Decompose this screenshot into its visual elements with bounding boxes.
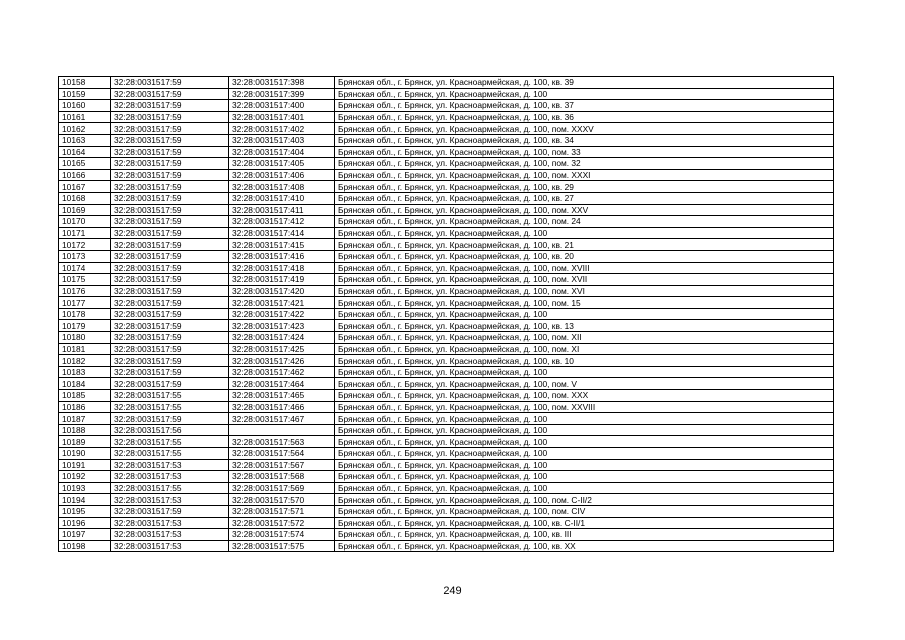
table-row bbox=[59, 262, 834, 274]
address-cell: Брянская обл., г. Брянск, ул. Красноармейская, д. 100, кв. 34 bbox=[335, 134, 834, 146]
row-number-cell: 10177 bbox=[59, 297, 111, 309]
address-cell: Брянская обл., г. Брянск, ул. Красноармейская, д. 100, пом. XXVIII bbox=[335, 401, 834, 413]
table-row bbox=[59, 471, 834, 483]
block-cadastral-cell: 32:28:0031517:59 bbox=[111, 505, 229, 517]
object-cadastral-cell: 32:28:0031517:410 bbox=[229, 192, 335, 204]
address-cell: Брянская обл., г. Брянск, ул. Красноармейская, д. 100, кв. 21 bbox=[335, 239, 834, 251]
object-cadastral-cell: 32:28:0031517:421 bbox=[229, 297, 335, 309]
row-number-cell: 10195 bbox=[59, 505, 111, 517]
row-number-cell: 10176 bbox=[59, 285, 111, 297]
object-cadastral-cell: 32:28:0031517:465 bbox=[229, 390, 335, 402]
table-row bbox=[59, 77, 834, 89]
row-number-cell: 10174 bbox=[59, 262, 111, 274]
table-row bbox=[59, 274, 834, 286]
object-cadastral-cell: 32:28:0031517:415 bbox=[229, 239, 335, 251]
object-cadastral-cell: 32:28:0031517:424 bbox=[229, 332, 335, 344]
row-number-cell: 10189 bbox=[59, 436, 111, 448]
row-number-cell: 10168 bbox=[59, 192, 111, 204]
address-cell: Брянская обл., г. Брянск, ул. Красноармейская, д. 100 bbox=[335, 227, 834, 239]
row-number-cell: 10180 bbox=[59, 332, 111, 344]
address-cell: Брянская обл., г. Брянск, ул. Красноармейская, д. 100, кв. 36 bbox=[335, 111, 834, 123]
block-cadastral-cell: 32:28:0031517:59 bbox=[111, 111, 229, 123]
object-cadastral-cell: 32:28:0031517:399 bbox=[229, 88, 335, 100]
row-number-cell: 10159 bbox=[59, 88, 111, 100]
object-cadastral-cell: 32:28:0031517:423 bbox=[229, 320, 335, 332]
row-number-cell: 10170 bbox=[59, 216, 111, 228]
row-number-cell: 10192 bbox=[59, 471, 111, 483]
address-cell: Брянская обл., г. Брянск, ул. Красноармейская, д. 100, кв. 10 bbox=[335, 355, 834, 367]
row-number-cell: 10171 bbox=[59, 227, 111, 239]
address-cell: Брянская обл., г. Брянск, ул. Красноармейская, д. 100, пом. 32 bbox=[335, 158, 834, 170]
address-cell: Брянская обл., г. Брянск, ул. Красноармейская, д. 100, кв. 20 bbox=[335, 250, 834, 262]
block-cadastral-cell: 32:28:0031517:59 bbox=[111, 169, 229, 181]
address-cell: Брянская обл., г. Брянск, ул. Красноармейская, д. 100, кв. III bbox=[335, 529, 834, 541]
object-cadastral-cell: 32:28:0031517:402 bbox=[229, 123, 335, 135]
table-row bbox=[59, 355, 834, 367]
table-row bbox=[59, 250, 834, 262]
object-cadastral-cell: 32:28:0031517:574 bbox=[229, 529, 335, 541]
block-cadastral-cell: 32:28:0031517:59 bbox=[111, 227, 229, 239]
address-cell: Брянская обл., г. Брянск, ул. Красноармейская, д. 100, пом. XII bbox=[335, 332, 834, 344]
address-cell: Брянская обл., г. Брянск, ул. Красноармейская, д. 100 bbox=[335, 424, 834, 436]
block-cadastral-cell: 32:28:0031517:59 bbox=[111, 239, 229, 251]
table-row bbox=[59, 285, 834, 297]
row-number-cell: 10193 bbox=[59, 482, 111, 494]
address-cell: Брянская обл., г. Брянск, ул. Красноармейская, д. 100, пом. 15 bbox=[335, 297, 834, 309]
object-cadastral-cell: 32:28:0031517:418 bbox=[229, 262, 335, 274]
object-cadastral-cell: 32:28:0031517:466 bbox=[229, 401, 335, 413]
address-cell: Брянская обл., г. Брянск, ул. Красноармейская, д. 100, пом. XXX bbox=[335, 390, 834, 402]
address-cell: Брянская обл., г. Брянск, ул. Красноармейская, д. 100, кв. 27 bbox=[335, 192, 834, 204]
table-row bbox=[59, 297, 834, 309]
table-row bbox=[59, 343, 834, 355]
address-cell: Брянская обл., г. Брянск, ул. Красноармейская, д. 100, пом. XXXI bbox=[335, 169, 834, 181]
object-cadastral-cell: 32:28:0031517:567 bbox=[229, 459, 335, 471]
block-cadastral-cell: 32:28:0031517:59 bbox=[111, 366, 229, 378]
address-cell: Брянская обл., г. Брянск, ул. Красноармейская, д. 100, пом. V bbox=[335, 378, 834, 390]
table-row bbox=[59, 332, 834, 344]
table-row bbox=[59, 505, 834, 517]
row-number-cell: 10172 bbox=[59, 239, 111, 251]
address-cell: Брянская обл., г. Брянск, ул. Красноармейская, д. 100, пом. 24 bbox=[335, 216, 834, 228]
address-cell: Брянская обл., г. Брянск, ул. Красноармейская, д. 100, пом. XVI bbox=[335, 285, 834, 297]
table-row bbox=[59, 204, 834, 216]
object-cadastral-cell: 32:28:0031517:575 bbox=[229, 540, 335, 552]
object-cadastral-cell: 32:28:0031517:568 bbox=[229, 471, 335, 483]
row-number-cell: 10182 bbox=[59, 355, 111, 367]
row-number-cell: 10162 bbox=[59, 123, 111, 135]
address-cell: Брянская обл., г. Брянск, ул. Красноармейская, д. 100 bbox=[335, 366, 834, 378]
row-number-cell: 10188 bbox=[59, 424, 111, 436]
block-cadastral-cell: 32:28:0031517:59 bbox=[111, 100, 229, 112]
table-row bbox=[59, 308, 834, 320]
block-cadastral-cell: 32:28:0031517:53 bbox=[111, 459, 229, 471]
table-row bbox=[59, 88, 834, 100]
object-cadastral-cell: 32:28:0031517:403 bbox=[229, 134, 335, 146]
table-row bbox=[59, 192, 834, 204]
table-row bbox=[59, 366, 834, 378]
row-number-cell: 10158 bbox=[59, 77, 111, 89]
address-cell: Брянская обл., г. Брянск, ул. Красноармейская, д. 100 bbox=[335, 413, 834, 425]
block-cadastral-cell: 32:28:0031517:59 bbox=[111, 250, 229, 262]
row-number-cell: 10165 bbox=[59, 158, 111, 170]
table-row bbox=[59, 401, 834, 413]
address-cell: Брянская обл., г. Брянск, ул. Красноармейская, д. 100 bbox=[335, 436, 834, 448]
object-cadastral-cell: 32:28:0031517:404 bbox=[229, 146, 335, 158]
object-cadastral-cell bbox=[229, 424, 335, 436]
address-cell: Брянская обл., г. Брянск, ул. Красноармейская, д. 100, пом. 33 bbox=[335, 146, 834, 158]
address-cell: Брянская обл., г. Брянск, ул. Красноармейская, д. 100, пом. XVII bbox=[335, 274, 834, 286]
block-cadastral-cell: 32:28:0031517:53 bbox=[111, 529, 229, 541]
block-cadastral-cell: 32:28:0031517:59 bbox=[111, 204, 229, 216]
object-cadastral-cell: 32:28:0031517:425 bbox=[229, 343, 335, 355]
block-cadastral-cell: 32:28:0031517:59 bbox=[111, 355, 229, 367]
block-cadastral-cell: 32:28:0031517:59 bbox=[111, 216, 229, 228]
block-cadastral-cell: 32:28:0031517:59 bbox=[111, 77, 229, 89]
table-row bbox=[59, 529, 834, 541]
table-row bbox=[59, 134, 834, 146]
row-number-cell: 10194 bbox=[59, 494, 111, 506]
block-cadastral-cell: 32:28:0031517:59 bbox=[111, 146, 229, 158]
row-number-cell: 10173 bbox=[59, 250, 111, 262]
row-number-cell: 10196 bbox=[59, 517, 111, 529]
table-row bbox=[59, 100, 834, 112]
row-number-cell: 10167 bbox=[59, 181, 111, 193]
table-row bbox=[59, 540, 834, 552]
table-row bbox=[59, 436, 834, 448]
object-cadastral-cell: 32:28:0031517:467 bbox=[229, 413, 335, 425]
address-cell: Брянская обл., г. Брянск, ул. Красноармейская, д. 100, пом. XI bbox=[335, 343, 834, 355]
row-number-cell: 10197 bbox=[59, 529, 111, 541]
address-cell: Брянская обл., г. Брянск, ул. Красноармейская, д. 100, кв. 13 bbox=[335, 320, 834, 332]
table-row bbox=[59, 216, 834, 228]
block-cadastral-cell: 32:28:0031517:55 bbox=[111, 448, 229, 460]
object-cadastral-cell: 32:28:0031517:400 bbox=[229, 100, 335, 112]
page-number: 249 bbox=[443, 585, 462, 597]
block-cadastral-cell: 32:28:0031517:55 bbox=[111, 436, 229, 448]
address-cell: Брянская обл., г. Брянск, ул. Красноармейская, д. 100, пом. XXV bbox=[335, 204, 834, 216]
block-cadastral-cell: 32:28:0031517:59 bbox=[111, 123, 229, 135]
table-row bbox=[59, 158, 834, 170]
object-cadastral-cell: 32:28:0031517:405 bbox=[229, 158, 335, 170]
table-row bbox=[59, 239, 834, 251]
block-cadastral-cell: 32:28:0031517:59 bbox=[111, 192, 229, 204]
row-number-cell: 10160 bbox=[59, 100, 111, 112]
address-cell: Брянская обл., г. Брянск, ул. Красноармейская, д. 100 bbox=[335, 471, 834, 483]
table-row bbox=[59, 459, 834, 471]
address-cell: Брянская обл., г. Брянск, ул. Красноармейская, д. 100, пом. XXXV bbox=[335, 123, 834, 135]
block-cadastral-cell: 32:28:0031517:59 bbox=[111, 158, 229, 170]
object-cadastral-cell: 32:28:0031517:572 bbox=[229, 517, 335, 529]
table-row bbox=[59, 494, 834, 506]
block-cadastral-cell: 32:28:0031517:59 bbox=[111, 88, 229, 100]
block-cadastral-cell: 32:28:0031517:59 bbox=[111, 285, 229, 297]
property-table bbox=[58, 76, 834, 552]
table-row bbox=[59, 181, 834, 193]
block-cadastral-cell: 32:28:0031517:59 bbox=[111, 134, 229, 146]
object-cadastral-cell: 32:28:0031517:422 bbox=[229, 308, 335, 320]
block-cadastral-cell: 32:28:0031517:59 bbox=[111, 274, 229, 286]
address-cell: Брянская обл., г. Брянск, ул. Красноармейская, д. 100, пом. CIV bbox=[335, 505, 834, 517]
block-cadastral-cell: 32:28:0031517:55 bbox=[111, 390, 229, 402]
table-row bbox=[59, 169, 834, 181]
address-cell: Брянская обл., г. Брянск, ул. Красноармейская, д. 100, кв. C-II/1 bbox=[335, 517, 834, 529]
object-cadastral-cell: 32:28:0031517:464 bbox=[229, 378, 335, 390]
block-cadastral-cell: 32:28:0031517:53 bbox=[111, 540, 229, 552]
property-table-body bbox=[59, 77, 834, 552]
object-cadastral-cell: 32:28:0031517:564 bbox=[229, 448, 335, 460]
row-number-cell: 10166 bbox=[59, 169, 111, 181]
address-cell: Брянская обл., г. Брянск, ул. Красноармейская, д. 100, пом. C-II/2 bbox=[335, 494, 834, 506]
row-number-cell: 10169 bbox=[59, 204, 111, 216]
table-row bbox=[59, 448, 834, 460]
block-cadastral-cell: 32:28:0031517:59 bbox=[111, 320, 229, 332]
object-cadastral-cell: 32:28:0031517:416 bbox=[229, 250, 335, 262]
address-cell: Брянская обл., г. Брянск, ул. Красноармейская, д. 100 bbox=[335, 88, 834, 100]
object-cadastral-cell: 32:28:0031517:462 bbox=[229, 366, 335, 378]
row-number-cell: 10163 bbox=[59, 134, 111, 146]
table-row bbox=[59, 390, 834, 402]
address-cell: Брянская обл., г. Брянск, ул. Красноармейская, д. 100 bbox=[335, 459, 834, 471]
table-row bbox=[59, 123, 834, 135]
row-number-cell: 10183 bbox=[59, 366, 111, 378]
address-cell: Брянская обл., г. Брянск, ул. Красноармейская, д. 100 bbox=[335, 448, 834, 460]
address-cell: Брянская обл., г. Брянск, ул. Красноармейская, д. 100, кв. 29 bbox=[335, 181, 834, 193]
object-cadastral-cell: 32:28:0031517:406 bbox=[229, 169, 335, 181]
object-cadastral-cell: 32:28:0031517:411 bbox=[229, 204, 335, 216]
address-cell: Брянская обл., г. Брянск, ул. Красноармейская, д. 100 bbox=[335, 482, 834, 494]
row-number-cell: 10178 bbox=[59, 308, 111, 320]
object-cadastral-cell: 32:28:0031517:408 bbox=[229, 181, 335, 193]
address-cell: Брянская обл., г. Брянск, ул. Красноармейская, д. 100, кв. 39 bbox=[335, 77, 834, 89]
object-cadastral-cell: 32:28:0031517:571 bbox=[229, 505, 335, 517]
table-row bbox=[59, 111, 834, 123]
object-cadastral-cell: 32:28:0031517:563 bbox=[229, 436, 335, 448]
row-number-cell: 10164 bbox=[59, 146, 111, 158]
address-cell: Брянская обл., г. Брянск, ул. Красноармейская, д. 100, пом. XVIII bbox=[335, 262, 834, 274]
object-cadastral-cell: 32:28:0031517:420 bbox=[229, 285, 335, 297]
block-cadastral-cell: 32:28:0031517:59 bbox=[111, 413, 229, 425]
row-number-cell: 10185 bbox=[59, 390, 111, 402]
address-cell: Брянская обл., г. Брянск, ул. Красноармейская, д. 100 bbox=[335, 308, 834, 320]
table-row bbox=[59, 424, 834, 436]
address-cell: Брянская обл., г. Брянск, ул. Красноармейская, д. 100, кв. 37 bbox=[335, 100, 834, 112]
block-cadastral-cell: 32:28:0031517:59 bbox=[111, 343, 229, 355]
block-cadastral-cell: 32:28:0031517:59 bbox=[111, 262, 229, 274]
table-row bbox=[59, 378, 834, 390]
table-row bbox=[59, 227, 834, 239]
address-cell: Брянская обл., г. Брянск, ул. Красноармейская, д. 100, кв. XX bbox=[335, 540, 834, 552]
block-cadastral-cell: 32:28:0031517:59 bbox=[111, 332, 229, 344]
table-row bbox=[59, 482, 834, 494]
object-cadastral-cell: 32:28:0031517:398 bbox=[229, 77, 335, 89]
block-cadastral-cell: 32:28:0031517:59 bbox=[111, 297, 229, 309]
table-row bbox=[59, 413, 834, 425]
row-number-cell: 10191 bbox=[59, 459, 111, 471]
block-cadastral-cell: 32:28:0031517:53 bbox=[111, 494, 229, 506]
row-number-cell: 10179 bbox=[59, 320, 111, 332]
block-cadastral-cell: 32:28:0031517:55 bbox=[111, 401, 229, 413]
row-number-cell: 10190 bbox=[59, 448, 111, 460]
table-row bbox=[59, 517, 834, 529]
block-cadastral-cell: 32:28:0031517:53 bbox=[111, 471, 229, 483]
block-cadastral-cell: 32:28:0031517:53 bbox=[111, 517, 229, 529]
object-cadastral-cell: 32:28:0031517:426 bbox=[229, 355, 335, 367]
row-number-cell: 10181 bbox=[59, 343, 111, 355]
row-number-cell: 10184 bbox=[59, 378, 111, 390]
object-cadastral-cell: 32:28:0031517:570 bbox=[229, 494, 335, 506]
row-number-cell: 10175 bbox=[59, 274, 111, 286]
object-cadastral-cell: 32:28:0031517:401 bbox=[229, 111, 335, 123]
block-cadastral-cell: 32:28:0031517:59 bbox=[111, 181, 229, 193]
block-cadastral-cell: 32:28:0031517:59 bbox=[111, 378, 229, 390]
row-number-cell: 10187 bbox=[59, 413, 111, 425]
row-number-cell: 10198 bbox=[59, 540, 111, 552]
row-number-cell: 10161 bbox=[59, 111, 111, 123]
block-cadastral-cell: 32:28:0031517:55 bbox=[111, 482, 229, 494]
object-cadastral-cell: 32:28:0031517:419 bbox=[229, 274, 335, 286]
block-cadastral-cell: 32:28:0031517:59 bbox=[111, 308, 229, 320]
object-cadastral-cell: 32:28:0031517:414 bbox=[229, 227, 335, 239]
object-cadastral-cell: 32:28:0031517:569 bbox=[229, 482, 335, 494]
row-number-cell: 10186 bbox=[59, 401, 111, 413]
table-row bbox=[59, 320, 834, 332]
block-cadastral-cell: 32:28:0031517:56 bbox=[111, 424, 229, 436]
object-cadastral-cell: 32:28:0031517:412 bbox=[229, 216, 335, 228]
table-row bbox=[59, 146, 834, 158]
